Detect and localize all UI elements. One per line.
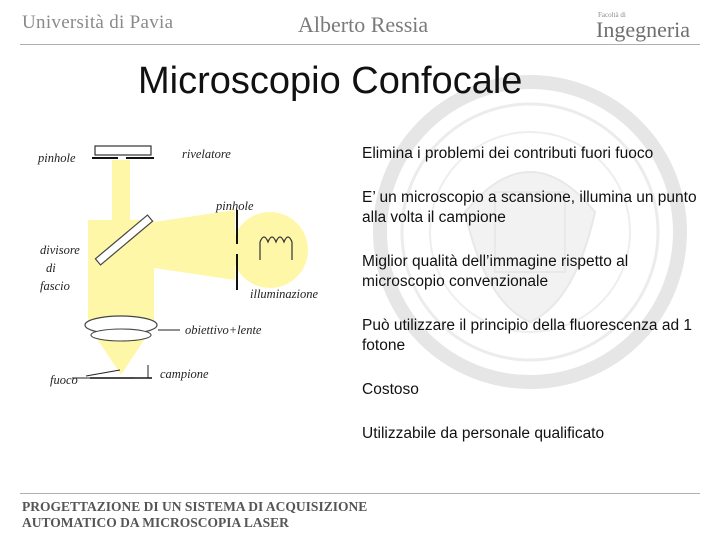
label-illuminazione: illuminazione — [250, 287, 319, 301]
light-beam — [88, 160, 308, 375]
bullet-item: Può utilizzare il principio della fluorescenza ad 1 fotone — [362, 317, 692, 354]
detector — [95, 146, 151, 155]
label-pinhole-top: pinhole — [38, 151, 76, 165]
label-rivelatore: rivelatore — [182, 147, 231, 161]
bullet-item: Elimina i problemi dei contributi fuori fuoco — [362, 145, 654, 162]
footer-project-title — [22, 499, 367, 531]
bullet-item: Utilizzabile da personale qualificato — [362, 425, 605, 442]
author-name: Alberto Ressia — [298, 12, 429, 37]
faculty-prefix: Facoltà di — [598, 11, 626, 19]
label-campione: campione — [160, 367, 209, 381]
footer-line-2: AUTOMATICO DA MICROSCOPIA LASER — [22, 515, 289, 530]
bullet-item: Costoso — [362, 381, 419, 398]
label-pinhole-side: pinhole — [216, 199, 254, 213]
university-name: Università di Pavia — [22, 12, 174, 33]
footer-divider — [20, 493, 700, 494]
label-di: di — [46, 261, 56, 275]
bullet-item: E’ un microscopio a scansione, illumina un punto alla volta il campione — [362, 189, 697, 226]
label-divisore: divisore — [40, 243, 80, 257]
confocal-diagram — [30, 140, 350, 400]
header-divider — [20, 44, 700, 45]
bullet-list — [362, 144, 707, 468]
slide-title: Microscopio Confocale — [138, 60, 523, 102]
footer-line-1: PROGETTAZIONE DI UN SISTEMA DI ACQUISIZIONE — [22, 499, 368, 514]
faculty-name: Ingegneria — [596, 17, 691, 42]
label-obiettivo: obiettivo+lente — [185, 323, 262, 337]
label-fascio: fascio — [40, 279, 70, 293]
bullet-item: Miglior qualità dell’immagine rispetto al microscopio convenzionale — [362, 253, 629, 290]
label-fuoco: fuoco — [50, 373, 78, 387]
